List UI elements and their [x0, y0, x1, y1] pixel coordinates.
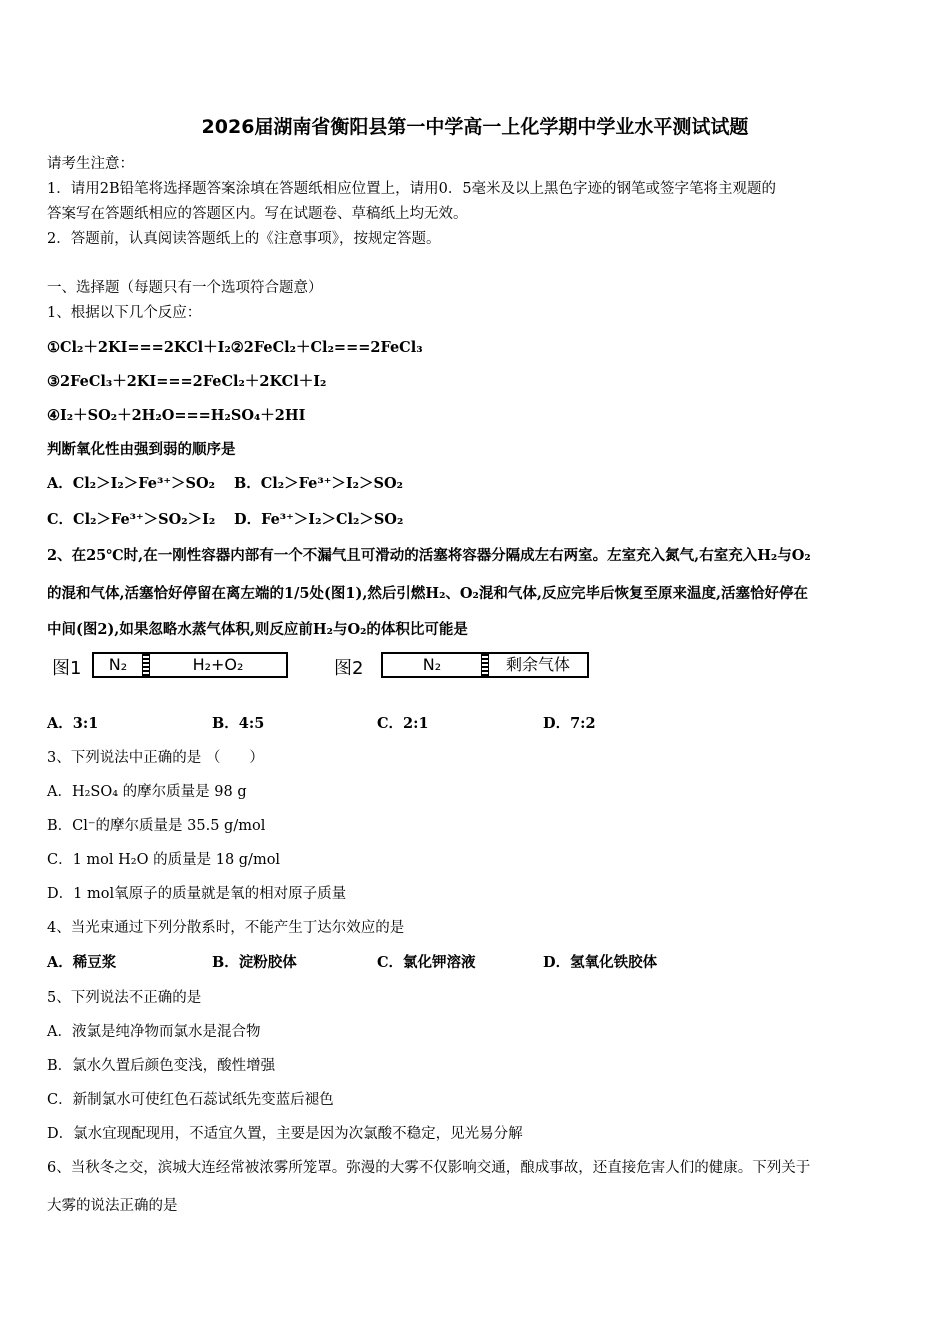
- notice-item-1b: 答案写在答题纸相应的答题区内。写在试题卷、草稿纸上均无效。: [47, 206, 468, 222]
- notice-heading: 请考生注意：: [47, 156, 134, 172]
- q2-option-b[interactable]: B．4:5: [212, 715, 265, 732]
- q4-option-b[interactable]: B．淀粉胶体: [212, 954, 297, 971]
- q3-option-d[interactable]: D．1 mol氧原子的质量就是氧的相对原子质量: [47, 886, 347, 902]
- q2-option-c[interactable]: C．2:1: [377, 715, 429, 732]
- q6-line-1: 6、当秋冬之交，滨城大连经常被浓雾所笼罩。弥漫的大雾不仅影响交通，酿成事故，还直接危害人们的健康。下列关于: [47, 1160, 811, 1176]
- figure-1-container: [92, 652, 288, 678]
- notice-item-1a: 1．请用2B铅笔将选择题答案涂填在答题纸相应位置上，请用0．5毫米及以上黑色字迹的钢笔或签字笔将主观题的: [47, 181, 777, 197]
- q2-option-a[interactable]: A．3:1: [47, 715, 99, 732]
- q4-stem: 4、当光束通过下列分散系时，不能产生丁达尔效应的是: [47, 920, 405, 936]
- q3-option-c[interactable]: C．1 mol H₂O 的质量是 18 g/mol: [47, 852, 281, 868]
- q1-option-d[interactable]: D．Fe³⁺＞I₂＞Cl₂＞SO₂: [234, 511, 404, 528]
- q5-stem: 5、下列说法不正确的是: [47, 990, 202, 1006]
- q3-stem: 3、下列说法中正确的是 （ ）: [47, 750, 264, 766]
- q1-ask: 判断氧化性由强到弱的顺序是: [47, 441, 236, 458]
- piston-icon: [481, 654, 489, 676]
- q4-option-c[interactable]: C．氯化钾溶液: [377, 954, 476, 971]
- figure-2-right-chamber: 剩余气体: [505, 655, 570, 674]
- q2-line-3: 中间(图2),如果忽略水蒸气体积,则反应前H₂与O₂的体积比可能是: [47, 621, 468, 638]
- q5-option-d[interactable]: D．氯水宜现配现用，不适宜久置，主要是因为次氯酸不稳定，见光易分解: [47, 1126, 523, 1142]
- q1-option-b[interactable]: B．Cl₂＞Fe³⁺＞I₂＞SO₂: [234, 475, 403, 492]
- q1-reaction-1-2: ①Cl₂＋2KI===2KCl＋I₂②2FeCl₂＋Cl₂===2FeCl₃: [47, 339, 423, 356]
- q1-reaction-3: ③2FeCl₃＋2KI===2FeCl₂＋2KCl＋I₂: [47, 373, 327, 390]
- section-heading: 一、选择题（每题只有一个选项符合题意）: [47, 280, 323, 296]
- notice-item-2: 2．答题前，认真阅读答题纸上的《注意事项》，按规定答题。: [47, 231, 441, 247]
- q4-option-d[interactable]: D．氢氧化铁胶体: [543, 954, 658, 971]
- q1-stem: 1、根据以下几个反应：: [47, 305, 202, 321]
- page-title: 2026届湖南省衡阳县第一中学高一上化学期中学业水平测试试题: [201, 116, 749, 138]
- q5-option-c[interactable]: C．新制氯水可使红色石蕊试纸先变蓝后褪色: [47, 1092, 334, 1108]
- figure-1: [52, 648, 292, 688]
- q5-option-b[interactable]: B．氯水久置后颜色变浅，酸性增强: [47, 1058, 276, 1074]
- figure-2: [334, 648, 594, 688]
- figure-1-label: 图1: [52, 658, 82, 679]
- q2-line-1: 2、在25℃时,在一刚性容器内部有一个不漏气且可滑动的活塞将容器分隔成左右两室。左室充入氮气,右室充入H₂与O₂: [47, 547, 811, 564]
- piston-icon: [142, 654, 150, 676]
- q2-line-2: 的混和气体,活塞恰好停留在离左端的1/5处(图1),然后引燃H₂、O₂混和气体,反应完毕后恢复至原来温度,活塞恰好停在: [47, 585, 809, 602]
- q3-option-a[interactable]: A．H₂SO₄ 的摩尔质量是 98 g: [47, 784, 247, 800]
- figure-1-right-chamber: H₂+O₂: [192, 655, 244, 674]
- q4-option-a[interactable]: A．稀豆浆: [47, 954, 117, 971]
- figure-2-container: [381, 652, 589, 678]
- q1-option-a[interactable]: A．Cl₂＞I₂＞Fe³⁺＞SO₂: [47, 475, 215, 492]
- q2-option-d[interactable]: D．7:2: [543, 715, 596, 732]
- figure-1-left-chamber: N₂: [108, 655, 128, 674]
- q1-option-c[interactable]: C．Cl₂＞Fe³⁺＞SO₂＞I₂: [47, 511, 216, 528]
- q3-option-b[interactable]: B．Cl⁻的摩尔质量是 35.5 g/mol: [47, 818, 266, 834]
- q1-reaction-4: ④I₂＋SO₂＋2H₂O===H₂SO₄＋2HI: [47, 407, 306, 424]
- q5-option-a[interactable]: A．液氯是纯净物而氯水是混合物: [47, 1024, 261, 1040]
- figure-2-left-chamber: N₂: [422, 655, 442, 674]
- q6-line-2: 大雾的说法正确的是: [47, 1198, 178, 1214]
- figure-2-label: 图2: [334, 658, 364, 679]
